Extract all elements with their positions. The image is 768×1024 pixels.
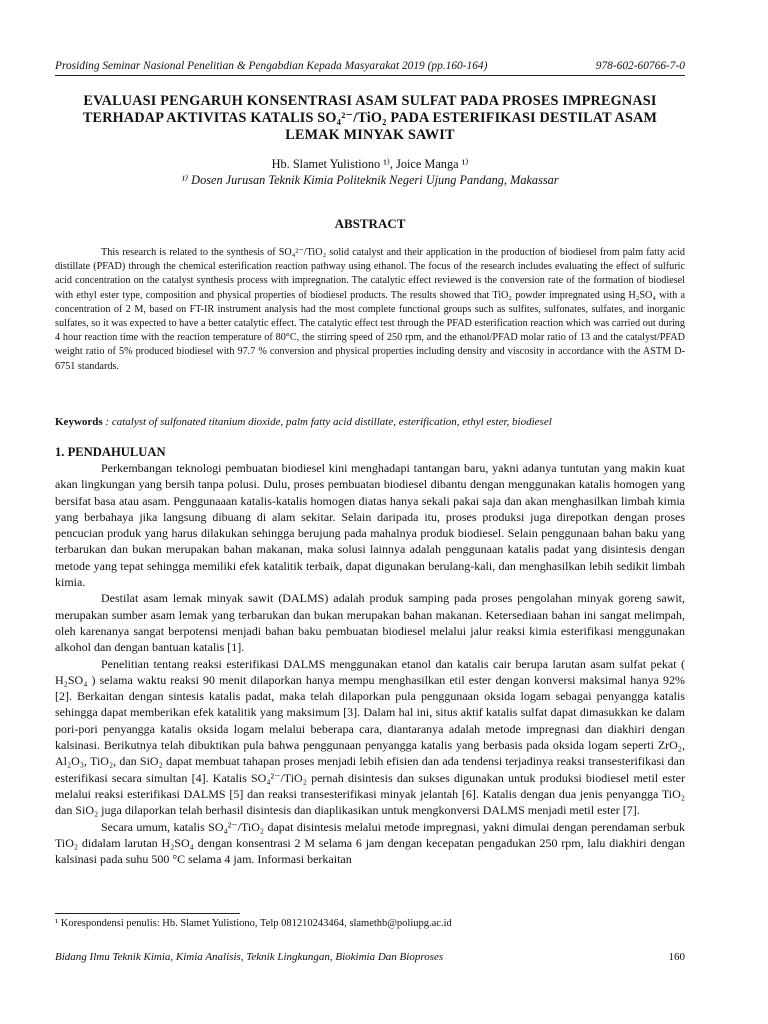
page-number: 160 bbox=[668, 951, 685, 963]
author-names: Hb. Slamet Yulistiono ¹⁾, Joice Manga ¹⁾ bbox=[271, 157, 469, 171]
authors-block bbox=[55, 156, 685, 188]
title-line-2: TERHADAP AKTIVITAS KATALIS SO₄²⁻/TiO₂ PADA ESTERIFIKASI DESTILAT ASAM bbox=[82, 110, 658, 126]
section-body bbox=[55, 460, 685, 867]
paragraph: Destilat asam lemak minyak sawit (DALMS) adalah produk samping pada proses pengolahan minyak goreng sawit, merupakan sumber asam lemak yang terbarukan dan bukan merupakan bahan makanan. Ketersediaan bahan ini sangat melimpah, oleh karenanya sangat berpotensi menjadi bahan baku pembuatan biodiesel melalui jalur reaksi kimia esterifikasi menggunakan alkohol dan dengan bantuan katalis [1]. bbox=[55, 591, 685, 655]
running-footer bbox=[55, 951, 685, 963]
keywords-label: Keywords bbox=[55, 416, 103, 428]
paper-title bbox=[55, 93, 685, 144]
footnote: ¹ Korespondensi penulis: Hb. Slamet Yulistiono, Telp 081210243464, slamethb@poliupg.ac.id bbox=[55, 918, 452, 929]
title-line-3: LEMAK MINYAK SAWIT bbox=[285, 127, 455, 143]
header-isbn: 978-602-60766-7-0 bbox=[595, 60, 685, 72]
abstract-text: This research is related to the synthesis of SO₄²⁻/TiO₂ solid catalyst and their application in the production of biodiesel from palm fatty acid distillate (PFAD) through the chemical esterification reaction pathway using ethanol. The focus of the research includes evaluating the effect of sulfuric acid concentration on the catalyst synthesis process with impregnation. The catalytic effect reviewed is the conversion rate of the formation of biodiesel with ethyl ester type, composition and physical properties of biodiesel products. The results showed that TiO₂ powder impregnated using H₂SO₄ with a concentration of 2 M, based on FT-IR instrument analysis had the most complete functional groups such as sulfites, sulfonates, sulfates, and inorganic sulfates, so it was expected to have a better catalytic effect. The catalytic effect test through the PFAD esterification reaction which was carried out during 4 hour reaction time with the reaction temperature of 80°C, the stirring speed of 250 rpm, and the ethanol/PFAD molar ratio of 13 and the catalyst/PFAD weight ratio of 5% produced biodiesel with 97.7 % conversion and physical properties including density and viscosity in accordance with the ASTM D-6751 standards. bbox=[55, 247, 685, 372]
abstract-heading: ABSTRACT bbox=[334, 216, 406, 231]
abstract-body bbox=[55, 246, 685, 374]
running-header bbox=[55, 60, 685, 76]
paragraph: Secara umum, katalis SO₄²⁻/TiO₂ dapat disintesis melalui metode impregnasi, yakni dimulai dengan perendaman serbuk TiO₂ didalam larutan H₂SO₄ dengan konsentrasi 2 M selama 6 jam dengan kecepatan pengadukan 250 rpm, lalu diakhiri dengan kalsinasi pada suhu 500 °C selama 4 jam. Informasi berkaitan bbox=[55, 819, 685, 867]
header-proceedings: Prosiding Seminar Nasional Penelitian & Pengabdian Kepada Masyarakat 2019 (pp.160-164) bbox=[55, 60, 488, 72]
footer-field: Bidang Ilmu Teknik Kimia, Kimia Analisis, Teknik Lingkungan, Biokimia Dan Bioproses bbox=[55, 951, 444, 963]
title-line-1: EVALUASI PENGARUH KONSENTRASI ASAM SULFAT PADA PROSES IMPREGNASI bbox=[83, 93, 657, 109]
keywords-line bbox=[55, 416, 685, 428]
section-heading: 1. PENDAHULUAN bbox=[55, 445, 166, 459]
paragraph: Penelitian tentang reaksi esterifikasi DALMS menggunakan etanol dan katalis cair berupa larutan asam sulfat pekat ( H₂SO₄ ) selama waktu reaksi 90 menit dilaporkan hanya mempu menghasilkan etil ester dengan konversi maksimal hanya 92% [2]. Berkaitan dengan sintesis katalis padat, maka telah dilaporkan pula penggunaan oksida logam sebagai penyangga katalis sehingga dapat memberikan efek katalitik yang maksimum [3]. Dalam hal ini, situs aktif katalis sulfat dapat dimasukkan ke dalam pori-pori penyangga katalis oksida logam melalui beberapa cara, diantaranya adalah metode impregnasi dan diakhiri dengan kalsinasi. Berikutnya telah dibuktikan pula bahwa penggunaan penyangga katalis yang berbasis pada oksida logam seperti ZrO₂, Al₂O₃, TiO₂, dan SiO₂ dapat membuat tahapan proses menjadi lebih efisien dan ada tendensi terjadinya reaksi transesterifikasi dan esterifikasi secara simultan [4]. Katalis SO₄²⁻/TiO₂ pernah disintesis dan sukses digunakan untuk produksi biodiesel metil ester melalui reaksi esterifikasi DALMS [5] dan reaksi transesterifikasi minyak jelantah [6]. Katalis dengan dua jenis penyangga TiO₂ dan SiO₂ juga dilaporkan telah berhasil disintesis dan diaplikasikan untuk mengkonversi DALMS menjadi metil ester [7]. bbox=[55, 656, 685, 818]
paragraph: Perkembangan teknologi pembuatan biodiesel kini menghadapi tantangan baru, yakni adanya tuntutan yang makin kuat akan lingkungan yang bersih tanpa polusi. Dulu, proses pembuatan biodiesel dibantu dengan menggunakan katalis homogen yang bersifat basa atau asam. Penggunaaan katalis-katalis homogen diatas hanya sekali pakai saja dan akan menghasilkan limbah kimia yang berbahaya jika langsung dibuang di alam sekitar. Selain daripada itu, proses produksi juga direpotkan dengan proses pencucian produk yang harus dilakukan sehingga berujung pada mahalnya produk biodiesel. Selain penggunaan bahan baku yang terbarukan dan bukan merupakan bahan makanan, maka solusi lainnya adalah penggunaan katalis padat yang disintesis dengan metode yang tepat sehingga memiliki efek katalitik terbaik, dapat digunakan berulang-kali, dan menghasilkan lebih sedikit limbah kimia. bbox=[55, 461, 685, 590]
keywords-text: : catalyst of sulfonated titanium dioxide, palm fatty acid distillate, esterification, ethyl ester, biodiesel bbox=[102, 416, 552, 428]
footnote-rule bbox=[55, 913, 240, 914]
author-affiliation: ¹⁾ Dosen Jurusan Teknik Kimia Politeknik Negeri Ujung Pandang, Makassar bbox=[181, 173, 559, 187]
